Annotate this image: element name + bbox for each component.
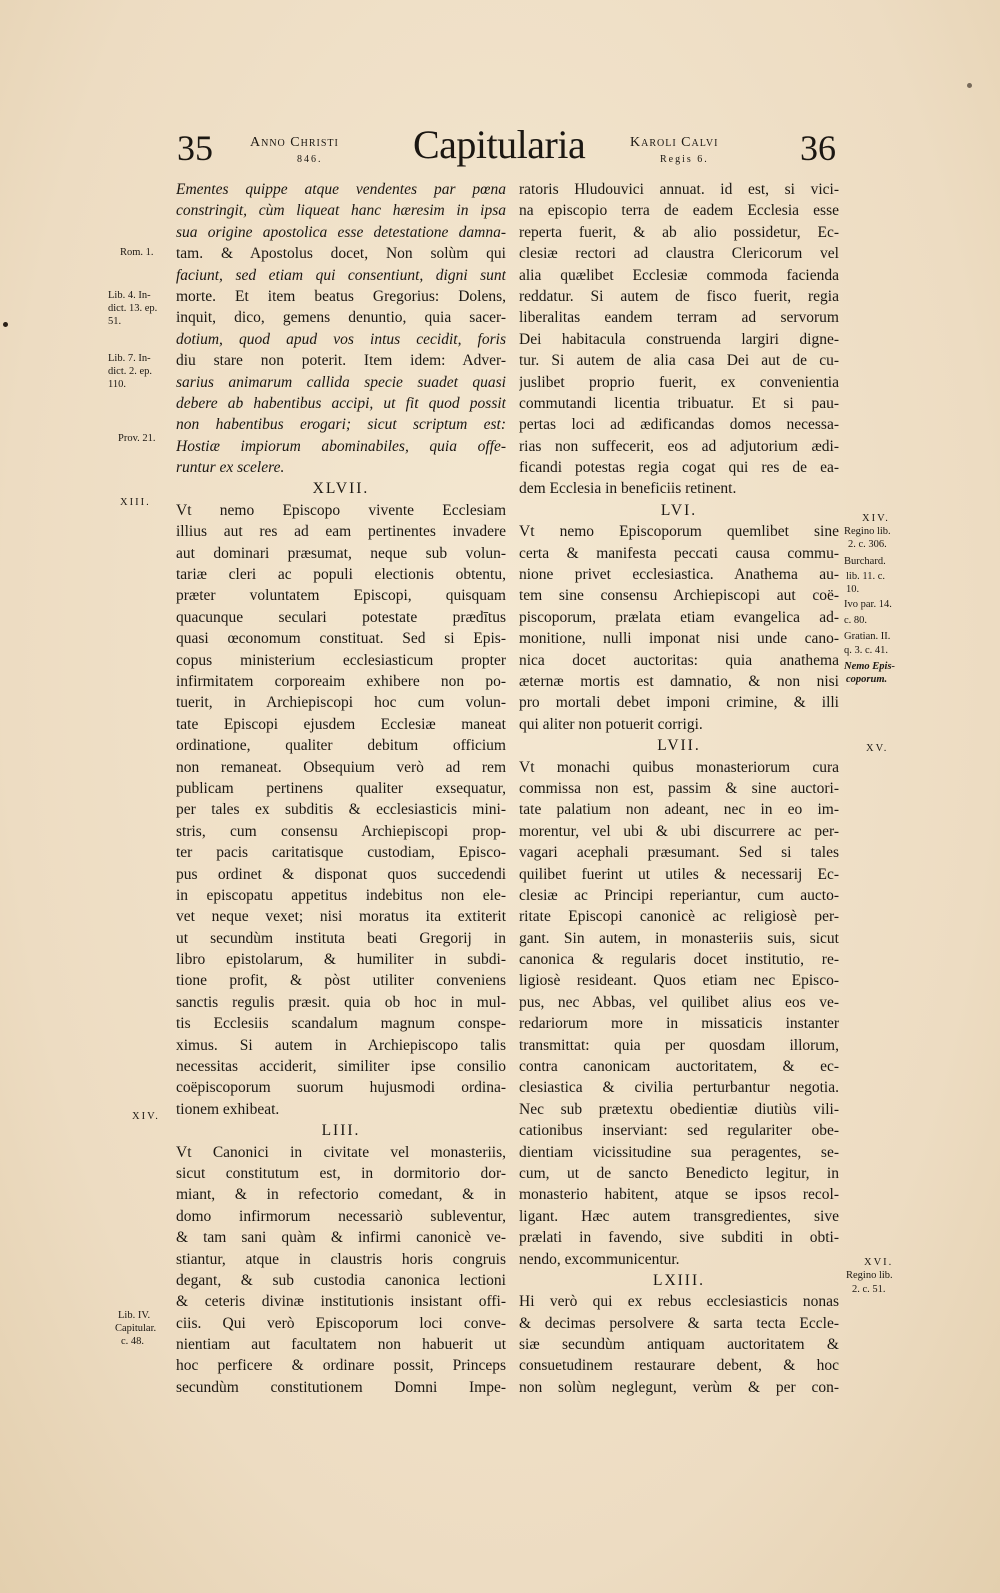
text-line: illius aut res ad eam pertinentes invadere [176,523,506,541]
text-line: contra canonicam auctoritatem, & ec- [519,1058,839,1076]
text-line: ordinatione, qualiter debitum officium [176,737,506,755]
text-line: publicam pertinens qualiter exsequatur, [176,779,506,797]
text-line: sanctis regulis præsit. quia ob hoc in mul- [176,993,506,1011]
text-line: Vt nemo Episcoporum quemlibet sine [519,523,839,541]
margin-note: 2. c. 306. [848,539,887,550]
section-heading: XLVII. [312,480,370,498]
article-number: XIV. [862,513,890,524]
text-line: & tam sani quàm & infirmi canonicè ve- [176,1229,506,1247]
text-line: miant, & in refectorio comedant, & in [176,1186,506,1204]
margin-note: Capitular. [115,1323,157,1334]
text-line: per tales ex subditis & ecclesiasticis mini- [176,801,506,819]
left-text-column [176,179,506,1398]
text-line: degant, & sub custodia canonica lectioni [176,1271,506,1289]
text-line: reddatur. Si autem de fisco fuerit, regia [519,287,839,305]
text-line: inquit, dico, gemens denuntio, quia sacer- [176,309,506,327]
text-line: tur. Si autem de alia casa Dei aut de cu- [519,352,839,370]
text-line: nione privet ecclesiastica. Anathema au- [519,566,839,584]
text-line: commissa non est, passim & sine auctori- [519,779,839,797]
text-line: ciis. Qui verò Episcoporum loci conve- [176,1314,506,1332]
ink-spot [3,322,8,327]
article-number: XV. [866,743,889,754]
text-line: constringit, cùm liqueat hanc hæresim in ipsa [176,202,506,220]
text-line: pertas loci ad ædificandas domos necessa- [519,416,839,434]
text-line: cum, ut de sancto Benedicto legitur, in [519,1164,839,1182]
text-line: ficandi potestas regia cogat qui res de ea- [519,459,839,477]
section-heading: LXIII. [652,1271,706,1289]
text-line: ritate Episcopi canonicè ac religiosè per- [519,908,839,926]
text-line: clesiæ rectori ad claustra Clericorum vel [519,245,839,263]
text-line: æternæ mortis est damnatio, & non nisi [519,672,839,690]
text-line: runtur ex scelere. [176,459,285,477]
article-number: XVI. [864,1257,894,1268]
text-line: tuerit, in Archiepiscopi hoc cum volun- [176,694,506,712]
page-title: Capitularia [413,122,586,167]
margin-note: dict. 2. ep. [108,366,153,377]
text-line: sicut constitutum est, in dormitorio dor- [176,1164,506,1182]
text-line: infirmitatem corporeaim exhibere non po- [176,672,506,690]
text-line: Vt nemo Episcopo vivente Ecclesiam [176,501,506,519]
margin-note: 10. [846,584,860,595]
text-line: Nec sub prætextu obedientiæ diutiùs vili- [519,1100,839,1118]
margin-note: 51. [108,316,122,327]
karoli-label: Karoli Calvi [630,135,719,150]
text-line: diu stare non poterit. Item idem: Adver- [176,352,506,370]
text-line: certa & manifesta peccati causa commu- [519,544,839,562]
margin-note: c. 80. [844,615,868,626]
margin-note: Lib. 7. In- [108,353,151,364]
text-line: tem sine consensu Archiepiscopi aut coë- [519,587,839,605]
text-line: coëpiscoporum suorum hujusmodi ordina- [176,1079,506,1097]
text-line: siæ secundùm antiquam auctoritatem & [519,1336,839,1354]
margin-note: Burchard. [844,556,886,567]
text-line: nendo, excommunicentur. [519,1250,680,1268]
text-line: monitione, nulli imponat nisi unde cano- [519,630,839,648]
text-line: alia quælibet Ecclesiæ commoda facienda [519,266,839,284]
margin-note: 2. c. 51. [852,1284,886,1295]
margin-note: dict. 13. ep. [108,303,158,314]
margin-note: q. 3. c. 41. [844,645,889,656]
text-line: dotium, quod apud vos intus cecidit, foris [176,330,506,348]
text-line: consuetudinem restaurare debent, & hoc [519,1357,839,1375]
text-line: monasterio habitent, atque se ipsos recol- [519,1186,839,1204]
text-line: hoc perficere & ordinare possit, Princeps [176,1357,506,1375]
text-line: ligant. Hæc autem transgredientes, sive [519,1207,839,1225]
margin-note: c. 48. [121,1336,145,1347]
text-line: quasi œconomum constituat. Sed si Epis- [176,630,506,648]
text-line: rias non suffecerit, eos ad adjutorium ædi- [519,437,839,455]
margin-note: Gratian. II. [844,631,891,642]
ink-spot [967,83,972,88]
text-line: juslibet proprio fuerit, ex convenientia [519,373,839,391]
text-line: tate palatium non adeant, nec in eo im- [519,801,839,819]
margin-note: lib. 11. c. [846,571,885,582]
text-line: quilibet fuerint ut utiles & necessarij Ec- [519,865,839,883]
text-line: debere ab habentibus accipi, ut fit quod possit [176,394,506,412]
text-line: liberalitas eandem terram ad servorum [519,309,839,327]
text-line: non habentibus erogari; sicut scriptum est: [176,416,506,434]
margin-note: Lib. IV. [118,1310,151,1321]
margin-note: Regino lib. [844,526,891,537]
text-line: non remaneat. Obsequium verò ad rem [176,758,506,776]
text-line: Hi verò qui ex rebus ecclesiasticis nonas [519,1293,839,1311]
text-line: Hostiæ impiorum abominabiles, quia offe- [176,437,506,455]
text-line: secundùm constitutionem Domni Impe- [176,1378,506,1396]
text-line: nientiam aut facultatem non habuerit ut [176,1336,506,1354]
anno-year: 846. [297,154,323,165]
text-line: ximus. Si autem in Archiepiscopo talis [176,1036,506,1054]
text-line: aut dominari præsumat, neque sub volun- [176,544,506,562]
text-line: ratoris Hludouvici annuat. id est, si vici- [519,181,839,198]
text-line: commutandi licentia tribuatur. Et si pau- [519,394,839,412]
text-line: redariorum more in missaticis instanter [519,1015,839,1033]
regis-label: Regis 6. [660,154,709,165]
text-line: Vt Canonici in civitate vel monasteriis, [176,1143,506,1161]
text-line: præter voluntatem Episcopi, quisquam [176,587,506,605]
text-line: piscoporum, prælata etiam evangelica ad- [519,608,839,626]
margin-note: coporum. [846,674,888,685]
text-line: tis Ecclesiis scandalum magnum conspe- [176,1015,506,1033]
margin-note: Lib. 4. In- [108,290,151,301]
text-line: necessitas acciderit, similiter ipse consilio [176,1058,506,1076]
text-line: clesiastica & civilia perturbantur negotia. [519,1079,839,1097]
margin-note: Nemo Epis- [844,661,896,672]
text-line: Ementes quippe atque vendentes par pœna [176,181,506,198]
anno-label: Anno Christi [250,135,339,150]
text-line: vagari acephali præsumant. Sed si tales [519,844,839,862]
text-line: na episcopio terra de eadem Ecclesia esse [519,202,839,220]
article-number: XIII. [120,497,151,508]
text-line: canonica & regularis docet institutio, re- [519,951,839,969]
text-line: faciunt, sed etiam qui consentiunt, digni sunt [176,266,506,284]
text-line: reperta fuerit, & ab alio possidetur, Ec- [519,223,839,241]
text-line: tionem exhibeat. [176,1100,280,1118]
text-line: Dei habitacula construenda largiri digne- [519,330,839,348]
text-line: quacunque seculari potestate prædītus [176,608,506,626]
text-line: pro mortali debet imponi crimine, & illi [519,694,839,712]
section-heading: LVI. [660,501,698,519]
text-line: nica docet auctoritas: quia anathema [519,651,839,669]
text-line: pus ordinet & disponat quos succedendi [176,865,506,883]
text-line: stiantur, atque in claustris horis congruis [176,1250,506,1268]
text-line: dem Ecclesia in beneficiis retinent. [519,480,737,498]
right-text-column [519,179,839,1398]
text-line: tam. & Apostolus docet, Non solùm qui [176,245,506,263]
section-heading: LIII. [321,1122,361,1140]
text-line: cationibus inserviant: sed regulariter obe- [519,1122,839,1140]
section-heading: LVII. [657,737,701,755]
left-page-number: 35 [177,128,213,168]
text-line: ligiosè resideant. Quos etiam nec Episco- [519,972,839,990]
text-line: ut secundùm instituta beati Gregorij in [176,929,506,947]
text-line: morentur, vel ubi & ubi discurrere ac per- [519,822,839,840]
margin-note: Prov. 21. [118,433,156,444]
margin-note: Regino lib. [846,1270,893,1281]
margin-note: Rom. 1. [120,247,154,258]
text-line: tate Episcopi ejusdem Ecclesiæ maneat [176,715,506,733]
text-line: gant. Sin autem, in monasteriis suis, sicut [519,929,839,947]
text-line: morte. Et item beatus Gregorius: Dolens, [176,287,506,305]
text-line: stris, cum consensu Archiepiscopi prop- [176,822,506,840]
text-line: sarius animarum callida specie suadet quasi [176,373,506,391]
text-line: vet neque vexet; nisi moratus ita extiterit [176,908,506,926]
text-line: transmittat: quia per quosdam illorum, [519,1036,839,1054]
text-line: tariæ cleri ac populi electionis obtentu, [176,566,506,584]
text-line: pus, nec Abbas, vel quilibet alius eos ve- [519,993,839,1011]
text-line: dientiam vicissitudine sua peragentes, se- [519,1143,839,1161]
text-line: & decimas persolvere & sarta tecta Eccle- [519,1314,839,1332]
text-line: copus ministerium ecclesiasticum propter [176,651,506,669]
text-line: & ceteris divinæ institutionis insistant offi- [176,1293,506,1311]
text-line: prælati in favendo, sive subditi in obti- [519,1229,839,1247]
text-line: in episcopatu appetitus indebitus non ele- [176,886,506,904]
article-number: XIV. [132,1111,160,1122]
right-page-number: 36 [800,128,836,168]
text-line: libro epistolarum, & humiliter in subdi- [176,951,506,969]
margin-note: 110. [108,379,126,390]
text-line: sua origine apostolica esse detestatione damna- [176,223,506,241]
margin-note: Ivo par. 14. [844,599,892,610]
text-line: non solùm neglegunt, verùm & per con- [519,1378,839,1396]
text-line: tione profit, & pòst utiliter conveniens [176,972,506,990]
text-line: Vt monachi quibus monasteriorum cura [519,758,839,776]
text-line: ter pacis caritatisque custodiam, Episco- [176,844,506,862]
text-line: qui aliter non potuerit corrigi. [519,715,703,733]
text-line: clesiæ ac Principi reperiantur, cum aucto- [519,886,839,904]
text-line: domo infirmorum necessariò subleventur, [176,1207,506,1225]
